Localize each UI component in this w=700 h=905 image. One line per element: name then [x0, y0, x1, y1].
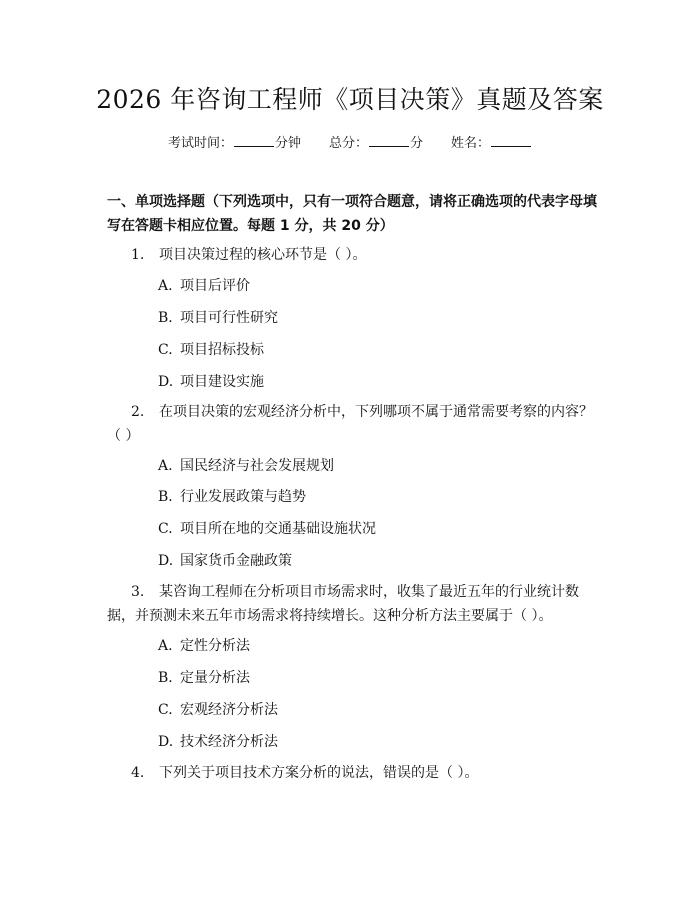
question-3 [107, 580, 597, 628]
question-number: 3. [131, 584, 145, 600]
option-text: 项目后评价 [180, 278, 250, 294]
option-letter: A. [158, 278, 173, 294]
name-label: 姓名： [451, 136, 491, 151]
option-letter: A. [158, 638, 173, 654]
option-2c [158, 519, 376, 539]
option-letter: D. [158, 734, 174, 750]
option-1a [158, 276, 250, 296]
option-letter: A. [158, 458, 173, 474]
option-letter: D. [158, 553, 174, 569]
question-4 [107, 761, 597, 785]
option-text: 定性分析法 [180, 638, 250, 654]
option-letter: B. [158, 670, 173, 686]
option-1b [158, 308, 278, 328]
option-text: 宏观经济分析法 [180, 702, 278, 718]
option-1d [158, 372, 264, 392]
exam-score [329, 132, 423, 151]
time-label: 考试时间： [167, 136, 233, 151]
option-letter: C. [158, 521, 173, 537]
section-header: 一、单项选择题（下列选项中，只有一项符合题意，请将正确选项的代表字母填写在答题卡相应位置。每题 1 分，共 20 分） [107, 194, 597, 234]
option-letter: B. [158, 310, 173, 326]
option-text: 技术经济分析法 [180, 734, 278, 750]
option-text: 项目建设实施 [180, 374, 264, 390]
question-1 [107, 243, 597, 267]
question-number: 4. [131, 765, 145, 781]
question-number: 2. [131, 404, 145, 420]
question-text: 项目决策过程的核心环节是（ ）。 [159, 247, 367, 263]
option-text: 行业发展政策与趋势 [180, 489, 306, 505]
option-letter: B. [158, 489, 173, 505]
option-1c [158, 340, 264, 360]
option-3b [158, 668, 250, 688]
question-number: 1. [131, 247, 145, 263]
question-text: 在项目决策的宏观经济分析中，下列哪项不属于通常需要考察的内容？（ ） [107, 404, 593, 444]
option-text: 项目可行性研究 [180, 310, 278, 326]
time-blank [234, 134, 274, 147]
option-letter: C. [158, 342, 173, 358]
question-text: 下列关于项目技术方案分析的说法，错误的是（ ）。 [159, 765, 479, 781]
exam-meta [0, 132, 700, 151]
exam-name [451, 132, 532, 151]
score-unit: 分 [410, 136, 424, 151]
option-text: 国家货币金融政策 [180, 553, 292, 569]
score-label: 总分： [328, 136, 368, 151]
name-blank [491, 134, 531, 147]
option-text: 项目所在地的交通基础设施状况 [180, 521, 376, 537]
time-unit: 分钟 [274, 136, 301, 151]
score-blank [369, 134, 409, 147]
option-2a [158, 456, 334, 476]
option-letter: C. [158, 702, 173, 718]
option-text: 国民经济与社会发展规划 [180, 458, 334, 474]
question-2 [107, 400, 597, 448]
option-text: 项目招标投标 [180, 342, 264, 358]
option-3a [158, 636, 250, 656]
option-3d [158, 732, 278, 752]
option-letter: D. [158, 374, 174, 390]
option-2d [158, 551, 292, 571]
question-text: 某咨询工程师在分析项目市场需求时，收集了最近五年的行业统计数据，并预测未来五年市场需求将持续增长。这种分析方法主要属于（ ）。 [107, 584, 579, 624]
option-text: 定量分析法 [180, 670, 250, 686]
option-2b [158, 487, 306, 507]
option-3c [158, 700, 278, 720]
page-title: 2026 年咨询工程师《项目决策》真题及答案 [96, 85, 604, 114]
exam-time [168, 132, 301, 151]
